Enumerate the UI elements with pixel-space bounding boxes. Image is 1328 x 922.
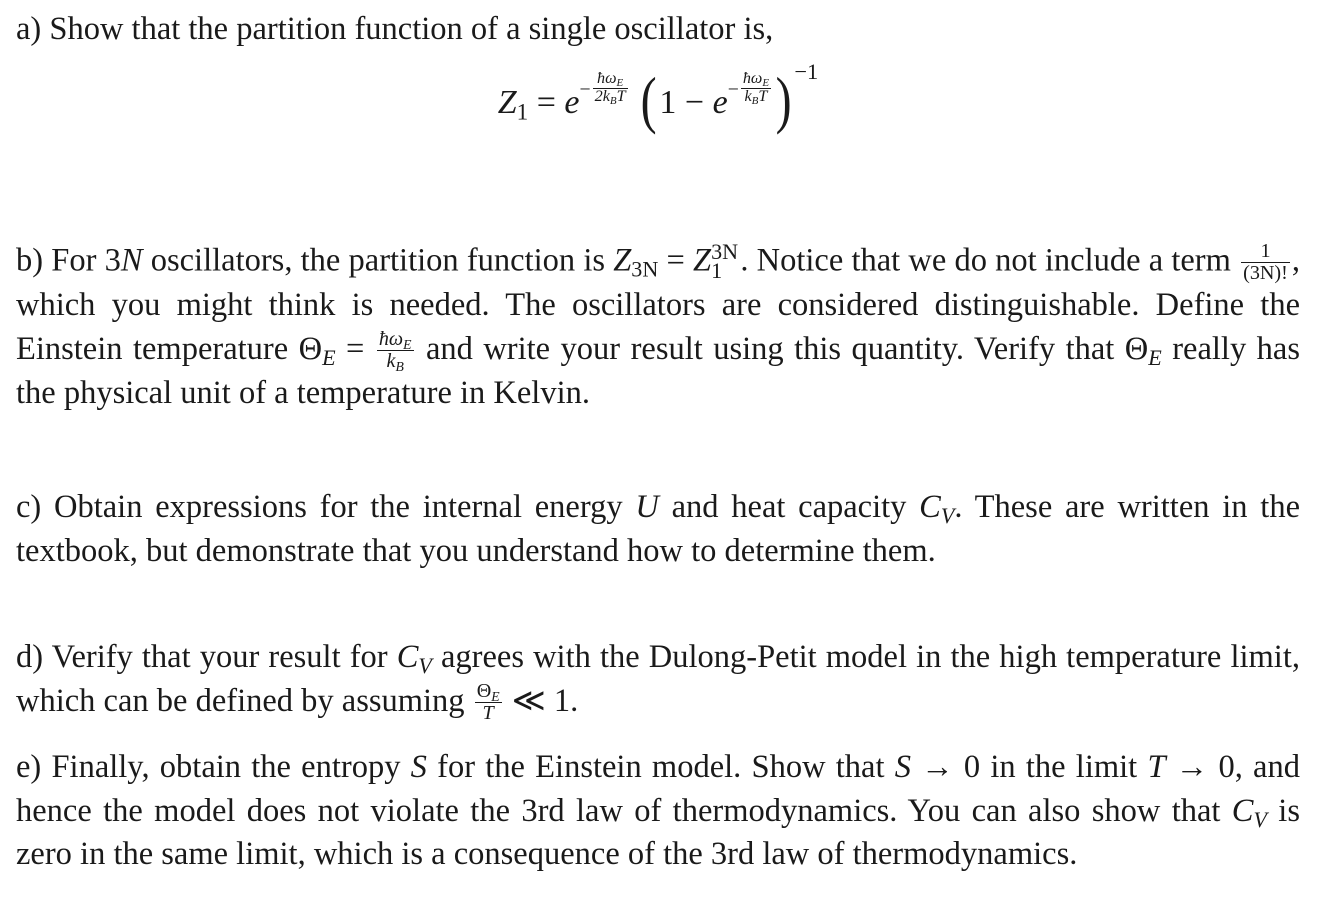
part-b-t6: really has the physical unit of a temperature in Kelvin. bbox=[16, 330, 1300, 412]
partition-function-equation: $Z_1 = e-$ $\frac{ħ\omega_E}{2k_BT}$ (1 − e− $\frac{ħ\omega_E}{k_BT}$ ) −1 bbox=[497, 59, 819, 135]
eq-e1: e bbox=[564, 84, 580, 121]
part-d-t2: agrees with the Dulong-Petit model in the high temperature limit, which can be defined by assuming bbox=[16, 639, 1300, 719]
part-b-t3: . Notice that we do not include a term bbox=[740, 242, 1240, 279]
part-e-t3: → 0 in the limit bbox=[910, 749, 1148, 785]
part-e-C: C bbox=[1231, 792, 1254, 829]
part-b-Z1-sub: 1 bbox=[711, 258, 723, 284]
part-e-T: T bbox=[1147, 749, 1166, 785]
part-b-frac-den: (3N)! bbox=[1243, 261, 1288, 284]
eq-exp2-den-tail: T bbox=[758, 87, 768, 105]
eq-minus: − bbox=[684, 84, 705, 121]
part-c-U: U bbox=[635, 489, 659, 525]
eq-lhs-sub: 1 bbox=[516, 99, 529, 126]
part-a-sentence: a) Show that the partition function of a single oscillator is, bbox=[16, 11, 774, 47]
part-a-text bbox=[16, 8, 773, 52]
part-b-def-num-sub: E bbox=[403, 336, 412, 352]
eq-e2: e bbox=[712, 84, 728, 121]
part-b-N: N bbox=[120, 242, 143, 279]
part-e-t4: → 0, and hence the model does not violate the 3rd law of thermodynamics. You can also show that bbox=[16, 749, 1300, 829]
part-b-Z1-scripts bbox=[711, 238, 740, 284]
eq-exp1-num: ħω bbox=[597, 69, 617, 87]
part-e-t5: is zero in the same limit, which is a consequence of the 3rd law of thermodynamics. bbox=[16, 792, 1300, 872]
part-d-C: C bbox=[396, 639, 419, 675]
part-b-Z-sub: 3N bbox=[631, 256, 659, 282]
part-b-def-den: k bbox=[386, 350, 396, 373]
part-b-def-den-sub: B bbox=[395, 358, 404, 374]
part-b-frac-num: 1 bbox=[1260, 239, 1271, 262]
part-d-t1: d) Verify that your result for bbox=[16, 639, 397, 675]
part-e-S2: S bbox=[894, 749, 911, 785]
part-b-eq: = bbox=[658, 242, 694, 279]
part-b-Z1: Z bbox=[693, 242, 712, 279]
eq-lhs: Z bbox=[497, 84, 517, 121]
part-b-eq2: = bbox=[335, 330, 375, 367]
part-b-theta2: Θ bbox=[1124, 330, 1149, 367]
eq-exp1-den-tail: T bbox=[616, 87, 626, 105]
part-b-t4: , which you might think is needed. The oscillators are considered distinguishable. Define the Einstein temperature bbox=[16, 242, 1300, 367]
part-b-def-num: ħω bbox=[378, 327, 404, 350]
part-d-text bbox=[16, 636, 1300, 724]
eq-exp2-den: k bbox=[744, 87, 752, 105]
part-c-C: C bbox=[919, 489, 941, 525]
part-e-t1: e) Finally, obtain the entropy bbox=[16, 749, 411, 785]
part-b-theta: Θ bbox=[298, 330, 323, 367]
eq-outer-exponent: −1 bbox=[794, 59, 819, 84]
eq-exp2-den-sub: B bbox=[751, 94, 759, 107]
part-b-text bbox=[16, 238, 1300, 416]
part-d-C-sub: V bbox=[418, 653, 432, 679]
part-b-Z1-sup: 3N bbox=[711, 239, 739, 265]
part-b-Z: Z bbox=[613, 242, 632, 279]
part-d-ratio-fraction bbox=[475, 681, 502, 724]
eq-exp1-sign: − bbox=[579, 78, 591, 100]
eq-exp1-den-sub: B bbox=[609, 94, 617, 107]
part-c-t3: . These are written in the textbook, but demonstrate that you understand how to determine them. bbox=[16, 489, 1300, 569]
part-b-theta2-sub: E bbox=[1148, 344, 1162, 370]
eq-exponent-1 bbox=[580, 71, 630, 106]
part-d-frac-num-sub: E bbox=[491, 688, 500, 704]
part-b-theta-sub: E bbox=[322, 344, 336, 370]
part-b-t5: and write your result using this quantity. Verify that bbox=[415, 330, 1125, 367]
part-e-t2: for the Einstein model. Show that bbox=[426, 749, 895, 785]
eq-one: 1 bbox=[659, 84, 677, 121]
part-d-frac-num: Θ bbox=[476, 679, 492, 702]
part-b-t2: oscillators, the partition function is bbox=[142, 242, 614, 279]
part-c-text bbox=[16, 486, 1300, 573]
part-c-t2: and heat capacity bbox=[658, 489, 920, 525]
eq-exp1-fraction bbox=[593, 71, 628, 106]
part-e-text bbox=[16, 746, 1300, 877]
part-b-factorial-fraction bbox=[1241, 241, 1290, 284]
eq-exp2-fraction bbox=[741, 71, 771, 106]
eq-exponent-2 bbox=[728, 71, 773, 106]
eq-exp1-num-sub: E bbox=[616, 76, 624, 89]
eq-exp2-num: ħω bbox=[742, 69, 763, 87]
part-b-theta-def-fraction bbox=[377, 329, 414, 372]
eq-exp2-num-sub: E bbox=[762, 76, 770, 89]
part-b-t1: b) For 3 bbox=[16, 242, 121, 279]
part-d-frac-den: T bbox=[475, 702, 502, 724]
eq-exp1-den: 2k bbox=[594, 87, 610, 105]
part-e-C-sub: V bbox=[1253, 806, 1267, 832]
part-e-S: S bbox=[410, 749, 427, 785]
part-c-C-sub: V bbox=[940, 503, 955, 529]
eq-equals: = bbox=[536, 84, 556, 121]
part-d-t3: ≪ 1. bbox=[503, 682, 579, 719]
part-c-t1: c) Obtain expressions for the internal energy bbox=[16, 489, 636, 525]
eq-exp2-sign: − bbox=[727, 78, 739, 100]
